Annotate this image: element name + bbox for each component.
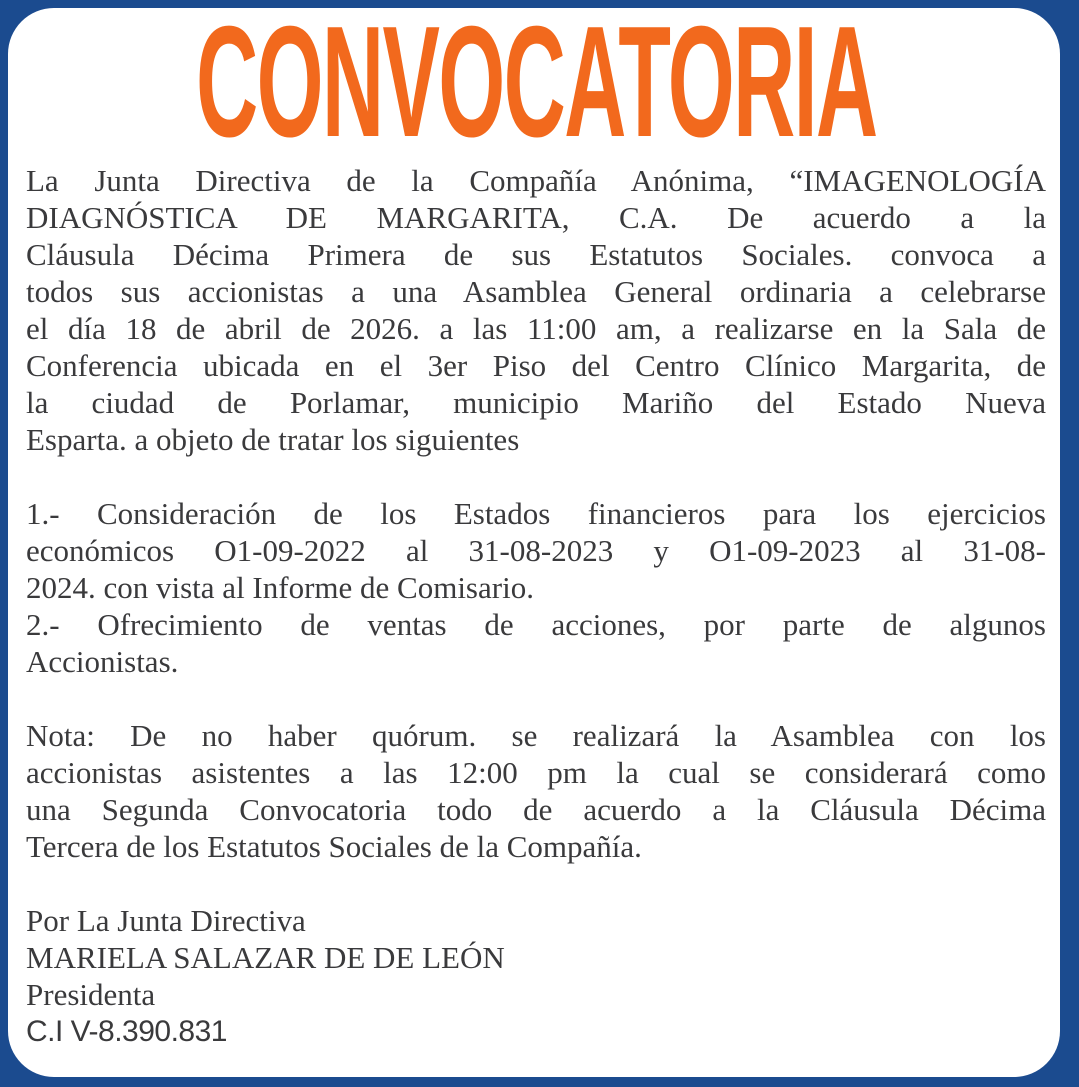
paragraph-nota (26, 717, 1046, 865)
text-line: la ciudad de Porlamar, municipio Mariño del Estado Nueva (26, 385, 1046, 420)
signature-block (26, 902, 1046, 1050)
document-body (26, 162, 1046, 865)
text-line: Nota: De no haber quórum. se realizará la Asamblea con los (26, 718, 1046, 753)
paragraph-intro (26, 162, 1046, 458)
text-line: el día 18 de abril de 2026. a las 11:00 am, a realizarse en la Sala de (26, 311, 1046, 346)
page-title: CONVOCATORIA (195, 0, 877, 170)
paragraph-agenda-items (26, 495, 1046, 680)
text-line: 2024. con vista al Informe de Comisario. (26, 570, 534, 605)
signature-id-number: C.I V-8.390.831 (26, 1015, 227, 1048)
title-wrap (26, 0, 1046, 170)
text-line: Cláusula Décima Primera de sus Estatutos Sociales. convoca a (26, 237, 1046, 272)
text-line: Accionistas. (26, 644, 179, 679)
text-line: 1.- Consideración de los Estados financieros para los ejercicios (26, 496, 1046, 531)
text-line: económicos O1-09-2022 al 31-08-2023 y O1-09-2023 al 31-08- (26, 533, 1046, 568)
text-line: Conferencia ubicada en el 3er Piso del Centro Clínico Margarita, de (26, 348, 1046, 383)
document-sheet (8, 0, 1060, 1077)
text-line: 2.- Ofrecimiento de ventas de acciones, por parte de algunos (26, 607, 1046, 642)
signature-by-line: Por La Junta Directiva (26, 903, 306, 938)
text-line: Tercera de los Estatutos Sociales de la Compañía. (26, 829, 642, 864)
text-line: La Junta Directiva de la Compañía Anónima, “IMAGENOLOGÍA (26, 163, 1046, 198)
text-line: una Segunda Convocatoria todo de acuerdo a la Cláusula Décima (26, 792, 1046, 827)
text-line: DIAGNÓSTICA DE MARGARITA, C.A. De acuerdo a la (26, 200, 1046, 235)
signature-name: MARIELA SALAZAR DE DE LEÓN (26, 940, 505, 975)
signature-role: Presidenta (26, 977, 156, 1012)
text-line: Esparta. a objeto de tratar los siguientes (26, 422, 520, 457)
text-line: accionistas asistentes a las 12:00 pm la cual se considerará como (26, 755, 1046, 790)
text-line: todos sus accionistas a una Asamblea General ordinaria a celebrarse (26, 274, 1046, 309)
